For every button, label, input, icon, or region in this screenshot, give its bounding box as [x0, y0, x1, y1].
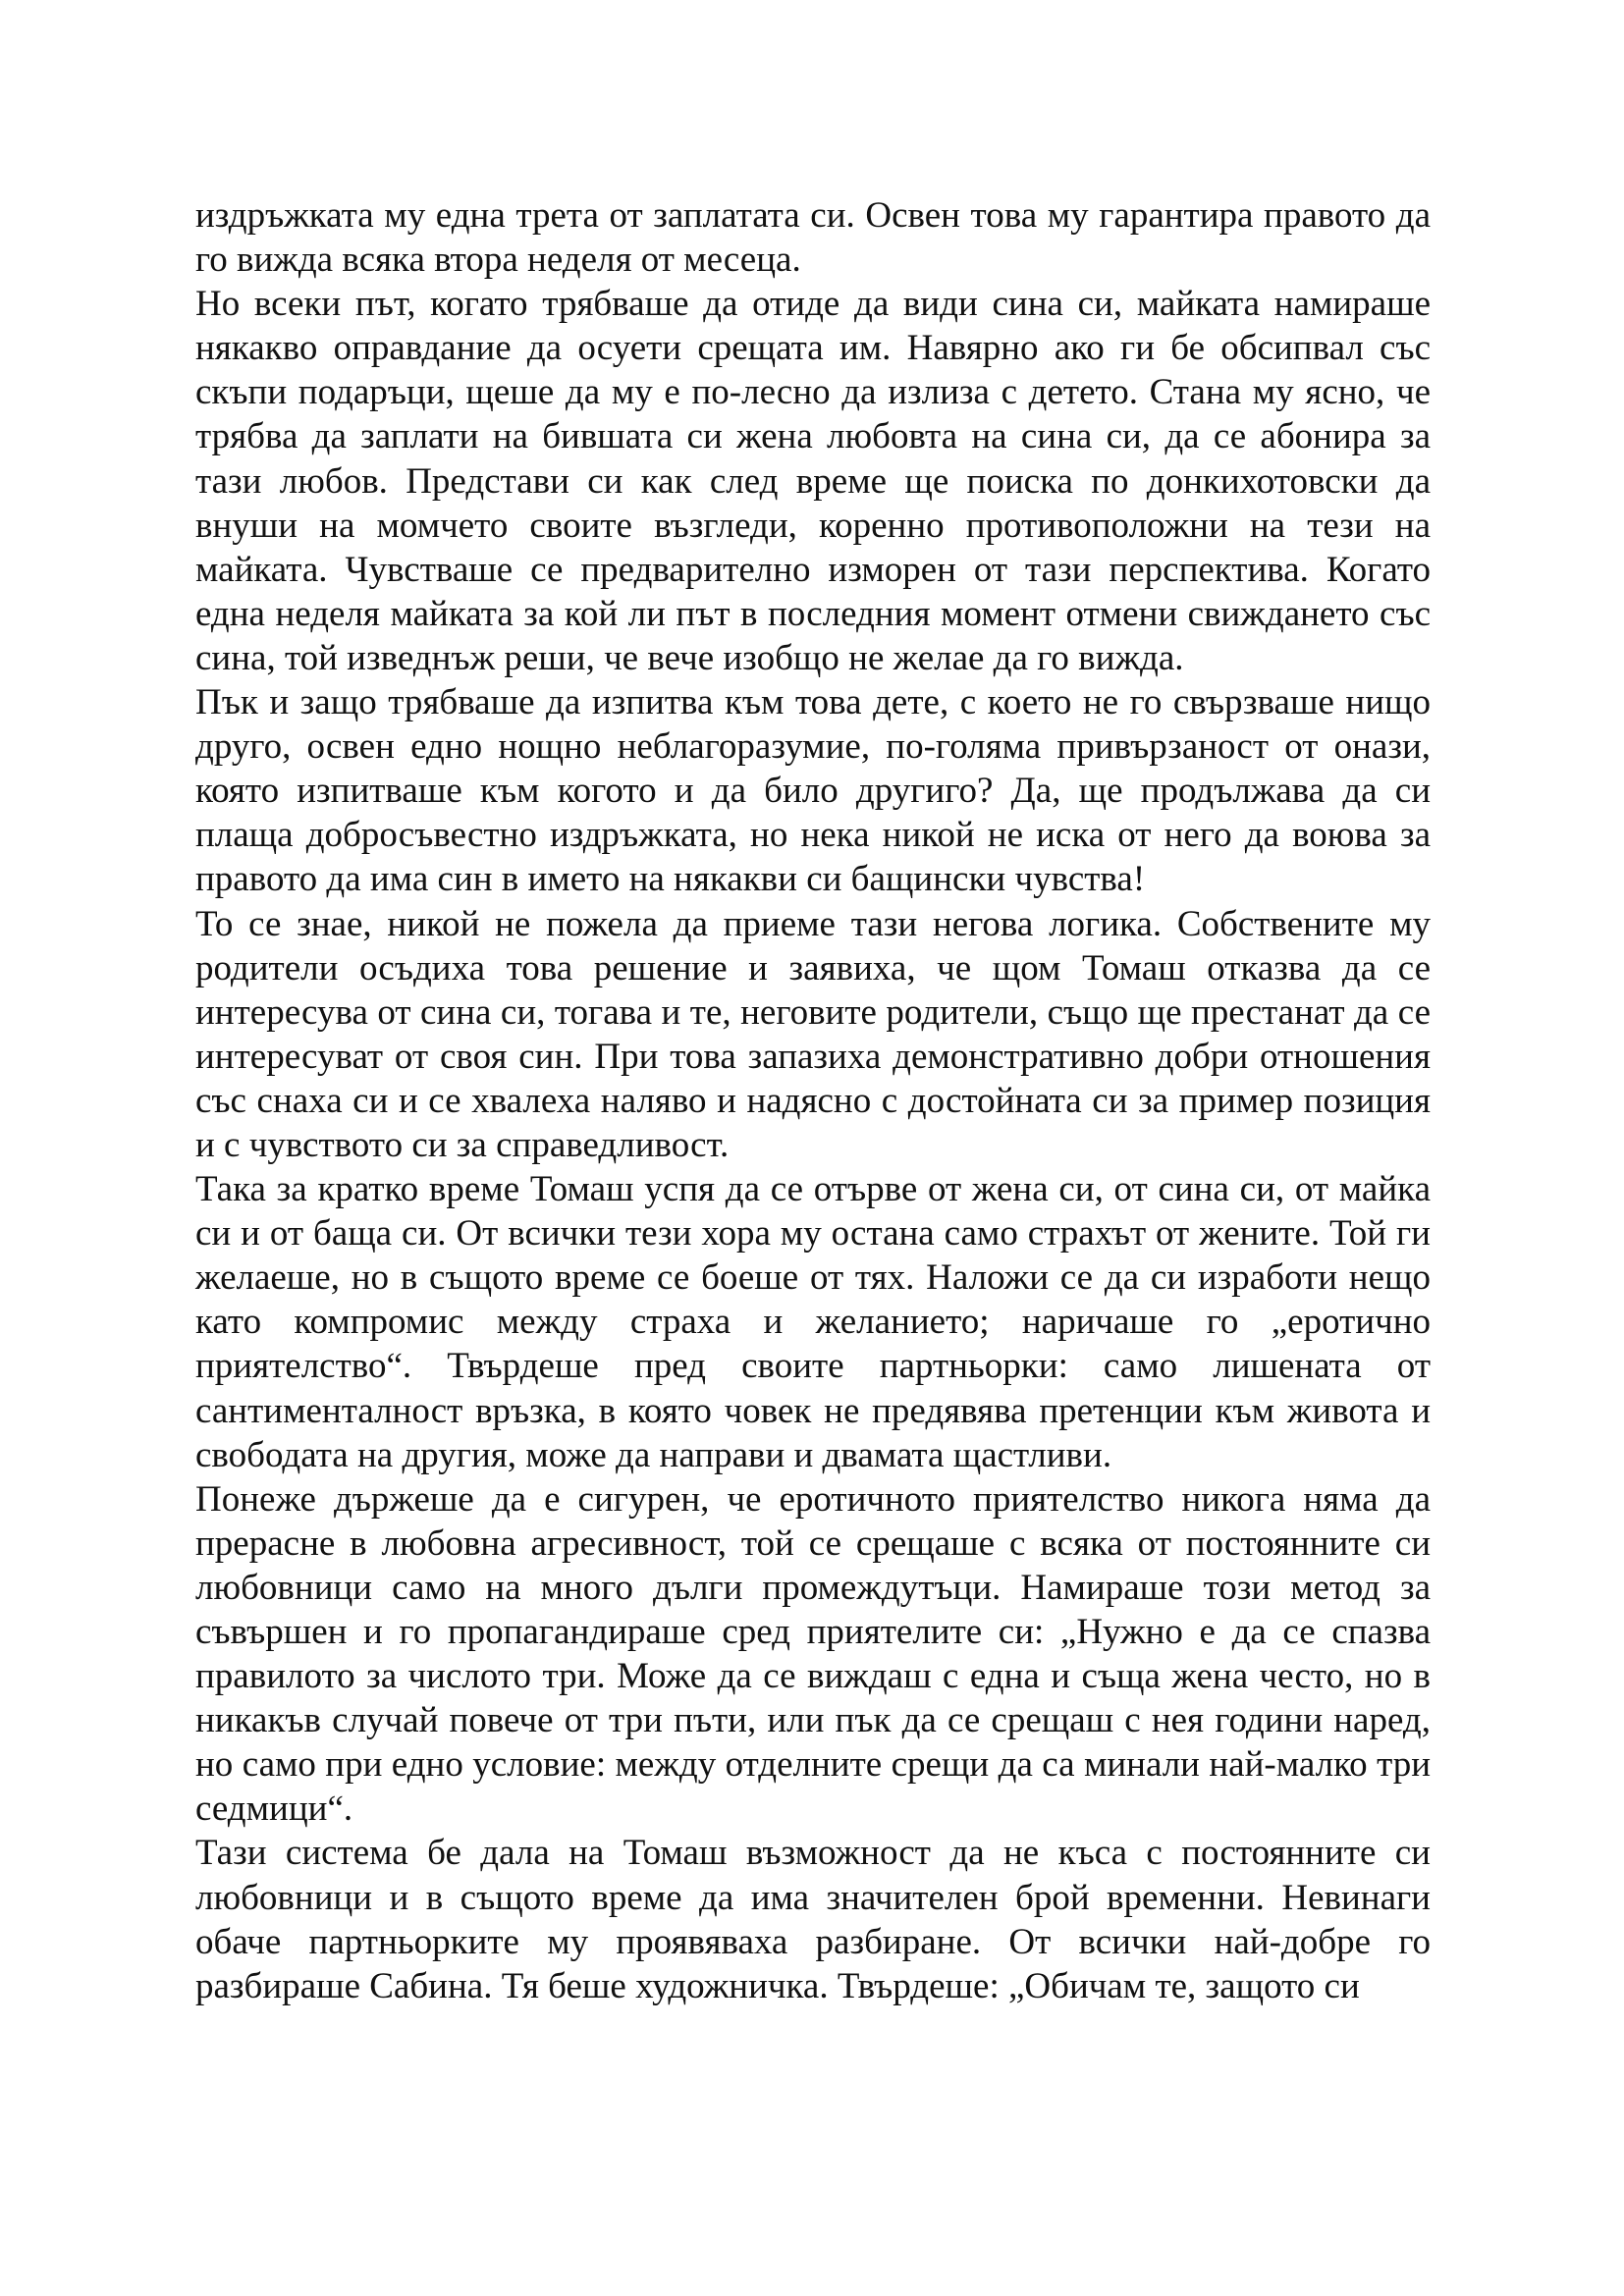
paragraph: Тази система бе дала на Томаш възможност да не къса с постоянните си любовници и в същото време да има значителен брой временни. Невинаги обаче партньорките му проявяваха разбиране. От всички най-добре го разбираше Сабина. Тя беше художничка. Твърдеше: „Обичам те, защото си	[195, 1833, 1431, 2006]
paragraph: Понеже държеше да е сигурен, че еротичното приятелство никога няма да прерасне в любовна агресивност, той се срещаше с всяка от постоянните си любовници само на много дълги промеждутъци. Намираше този метод за съвършен и го пропагандираше сред приятелите си: „Нужно е да се спазва правилото за числото три. Може да се виждаш с една и съща жена често, но в никакъв случай повече от три пъти, или пък да се срещаш с нея години наред, но само при едно условие: между отделните срещи да са минали най-малко три седмици“.	[195, 1478, 1431, 1830]
paragraph: Така за кратко време Томаш успя да се отърве от жена си, от сина си, от майка си и от баща си. От всички тези хора му остана само страхът от жените. Той ги желаеше, но в същото време се боеше от тях. Наложи се да си изработи нещо като компромис между страха и желанието; наричаше го „еротично приятелство“. Твърдеше пред своите партньорки: само лишената от сантименталност връзка, в която човек не предявява претенции към живота и свободата на другия, може да направи и двамата щастливи.	[195, 1169, 1431, 1475]
paragraph: То се знае, никой не пожела да приеме тази негова логика. Собствените му родители осъдиха това решение и заявиха, че щом Томаш отказва да се интересува от сина си, тогава и те, неговите родители, също ще престанат да се интересуват от своя син. При това запазиха демонстративно добри отношения със снаха си и се хвалеха наляво и надясно с достойната си за пример позиция и с чувството си за справедливост.	[195, 903, 1431, 1165]
document-page	[195, 193, 1431, 2008]
paragraph: Пък и защо трябваше да изпитва към това дете, с което не го свързваше нищо друго, освен едно нощно неблагоразумие, по-голяма привързаност от онази, която изпитваше към когото и да било другиго? Да, ще продължава да си плаща добросъвестно издръжката, но нека никой не иска от него да воюва за правото да има син в името на някакви си бащински чувства!	[195, 682, 1431, 900]
paragraph: Но всеки път, когато трябваше да отиде да види сина си, майката намираше някакво оправдание да осуети срещата им. Навярно ако ги бе обсипвал със скъпи подаръци, щеше да му е по-лесно да излиза с детето. Стана му ясно, че трябва да заплати на бившата си жена любовта на сина си, да се абонира за тази любов. Представи си как след време ще поиска по донкихотовски да внуши на момчето своите възгледи, коренно противоположни на тези на майката. Чувстваше се предварително изморен от тази перспектива. Когато една неделя майката за кой ли път в последния момент отмени свиждането със сина, той изведнъж реши, че вече изобщо не желае да го вижда.	[195, 284, 1431, 678]
paragraph: издръжката му една трета от заплатата си. Освен това му гарантира правото да го вижда всяка втора неделя от месеца.	[195, 195, 1431, 281]
